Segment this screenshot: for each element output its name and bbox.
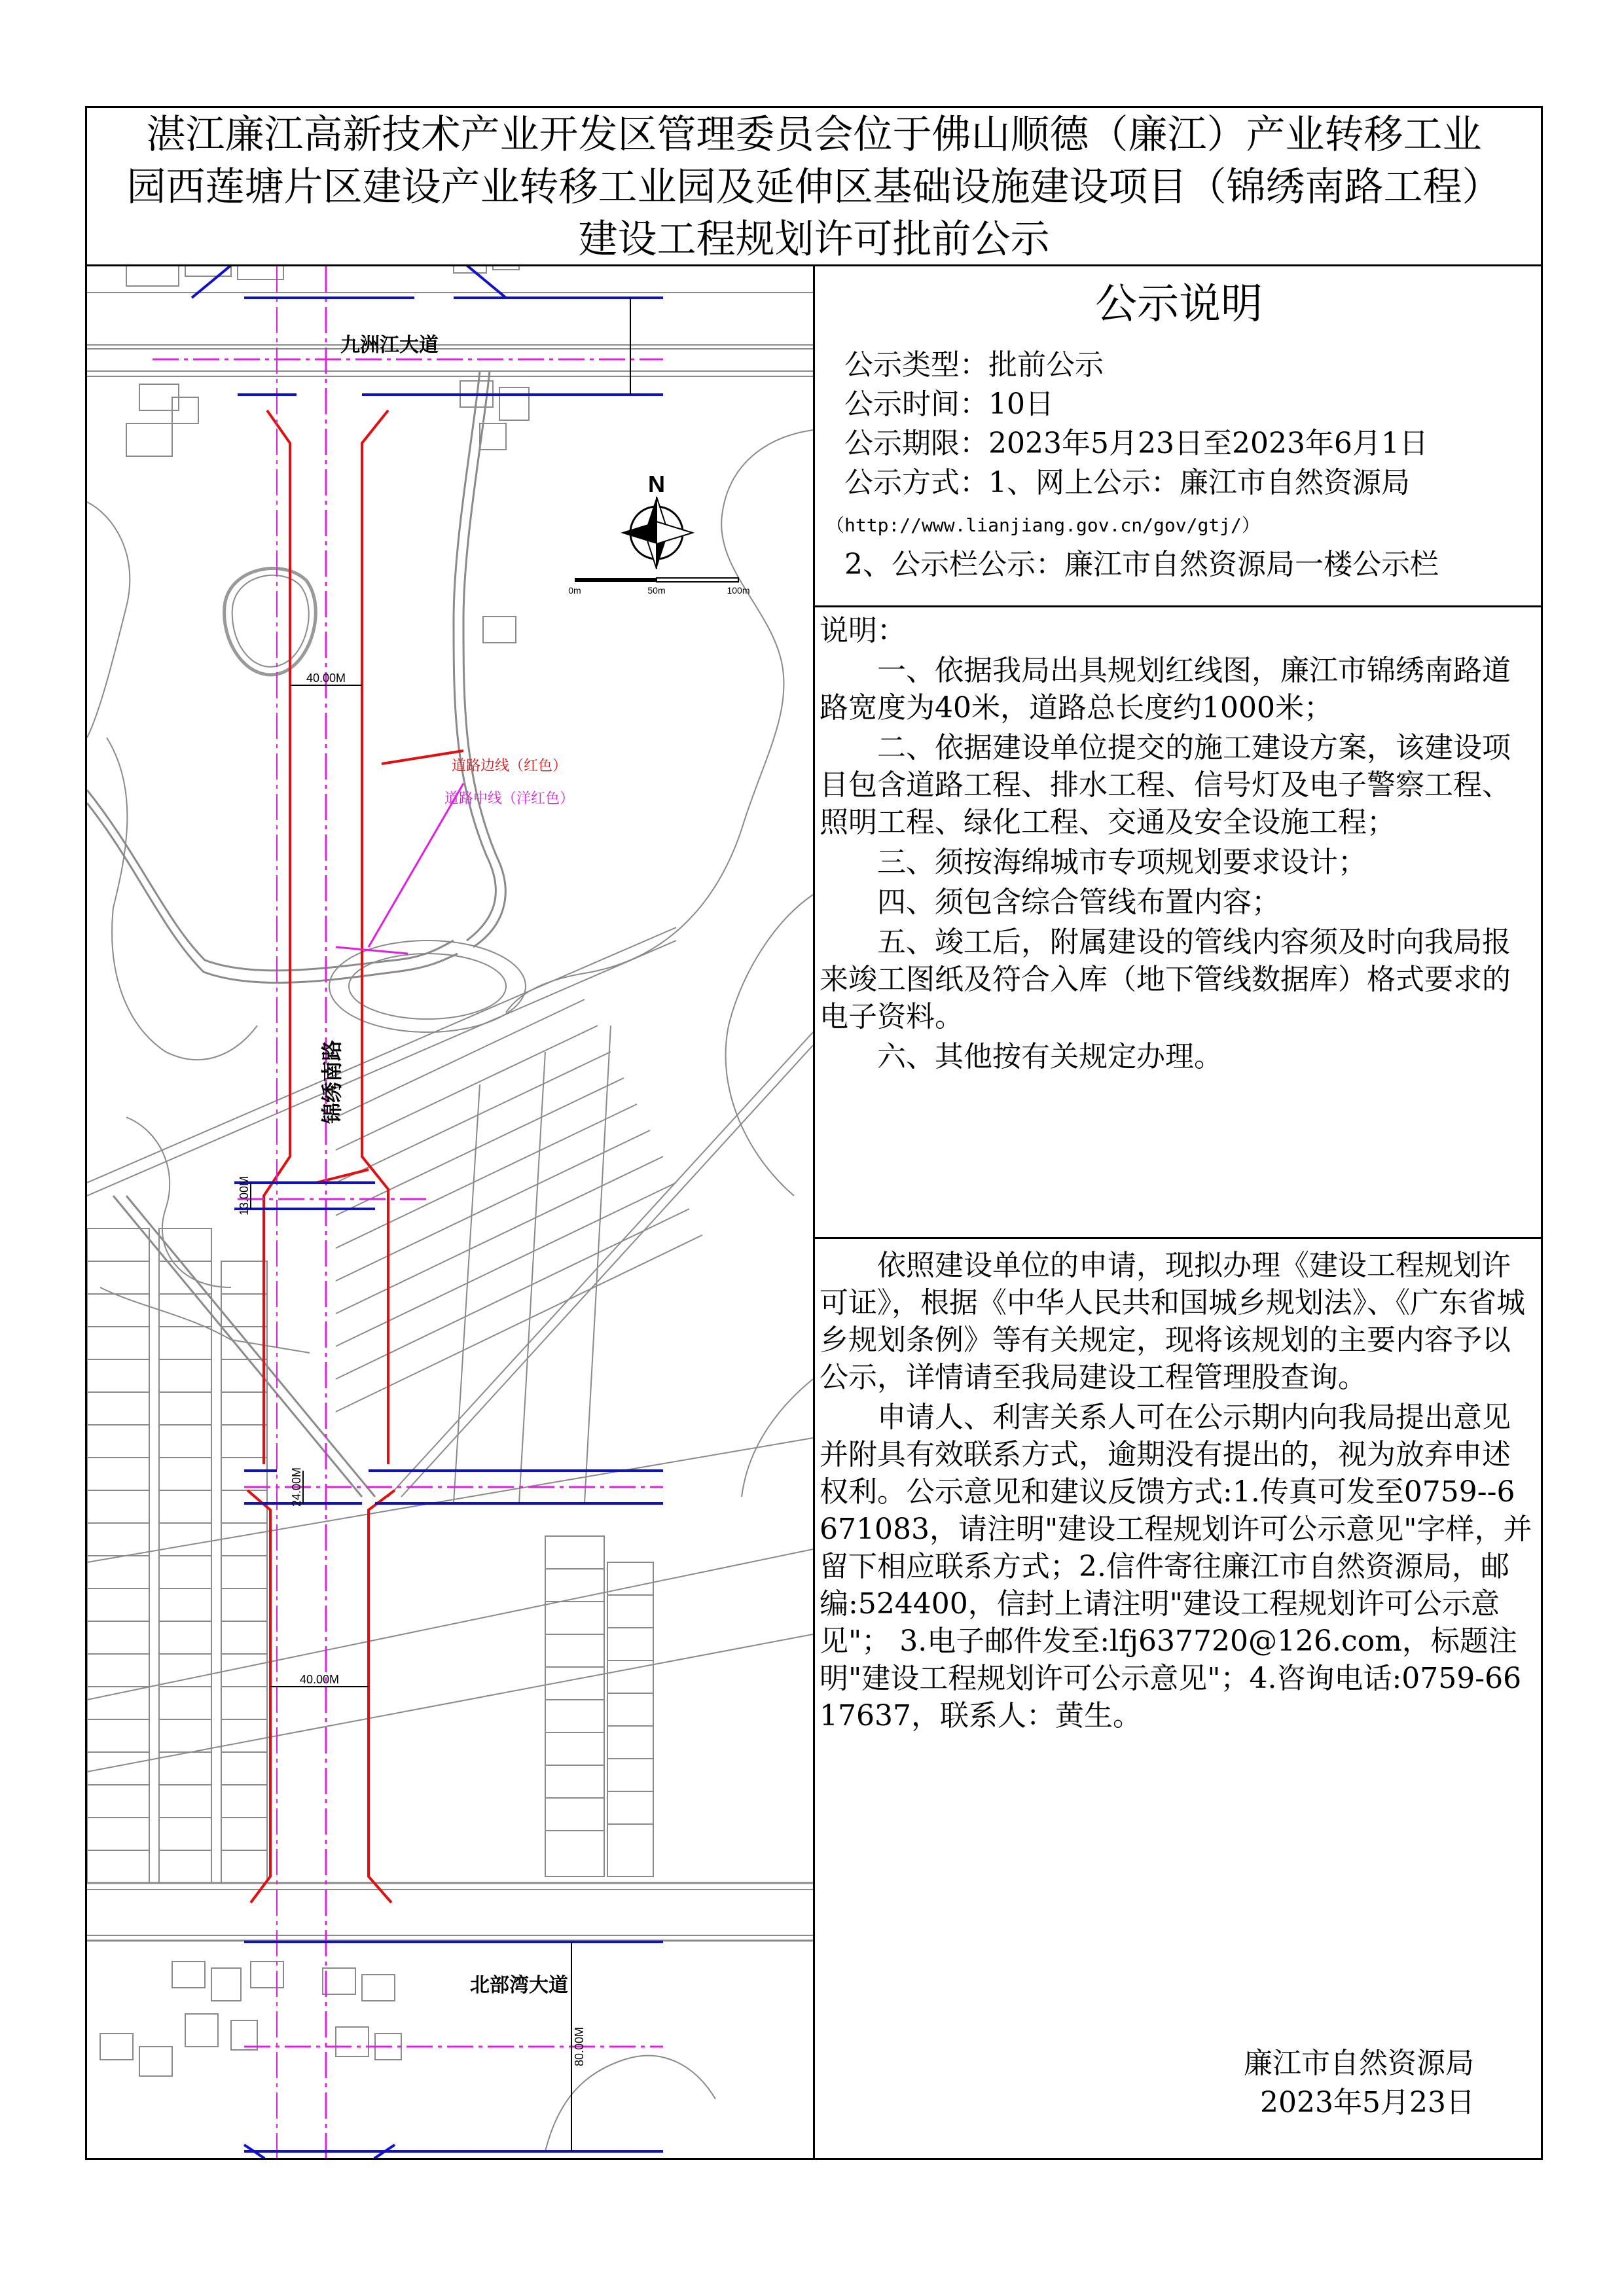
- dimension-ticks: [251, 298, 630, 2151]
- planning-map: [87, 266, 813, 2158]
- dim-label-80: 80.00M: [573, 2026, 586, 2067]
- building: [211, 1968, 241, 2001]
- notice-type: 公示类型：批前公示: [844, 348, 1104, 382]
- curved-road: [454, 371, 496, 941]
- north-arrow: [621, 471, 693, 569]
- field-lines: [336, 999, 702, 1412]
- notice-period: 公示期限：2023年5月23日至2023年6月1日: [844, 427, 1428, 460]
- parcel-dividers: [221, 1294, 267, 1850]
- parcel-dividers: [159, 1261, 211, 1850]
- description-item-3: 三、须按海绵城市专项规划要求设计；: [877, 846, 1367, 879]
- column-divider: [813, 266, 815, 2160]
- building: [100, 2034, 133, 2060]
- notice-heading: 公示说明: [1095, 280, 1263, 329]
- title-line-3: 建设工程规划许可批前公示: [578, 217, 1050, 262]
- diagonal-road: [87, 1549, 813, 1700]
- signature-org: 廉江市自然资源局: [1244, 2047, 1474, 2080]
- signature-date: 2023年5月23日: [1260, 2086, 1475, 2119]
- road-edge-lines: [247, 410, 463, 1903]
- description-item-5: 五、竣工后，附属建设的管线内容须及时向我局报来竣工图纸及符合入库（地下管线数据库）格式要求的电子资料。: [820, 925, 1511, 1033]
- parcel-dividers: [545, 1569, 604, 1831]
- building: [139, 2047, 172, 2076]
- road-edge-tick: [316, 1170, 369, 1183]
- feedback-paragraph-2: 申请人、利害关系人可在公示期内向我局提出意见并附具有效联系方式，逾期没有提出的，视为放弃申述权利。公示意见和建议反馈方式:1.传真可发至0759--6671083，请注明"建设工程规划许可公示意见"字样，并留下相应联系方式；2.信件寄往廉江市自然资源局，邮编:524400，信封上请注明"建设工程规划许可公示意见"； 3.电子邮件发至:lfj637720@126.com，标题注明"建设工程规划许可公示意见"；4.咨询电话:0759-6617637，联系人：黄生。: [820, 1401, 1532, 1732]
- pond-inner: [232, 575, 309, 667]
- north-arrow-east: [657, 522, 693, 544]
- section-divider-2: [813, 1237, 1543, 1239]
- building: [172, 1962, 205, 1988]
- notice-duration: 公示时间：10日: [844, 387, 1054, 421]
- building: [251, 1962, 283, 1988]
- building: [323, 1968, 355, 1994]
- pond-outline: [225, 568, 316, 675]
- diagonal-road: [87, 941, 676, 1196]
- diagonal-road: [87, 927, 676, 1183]
- building: [126, 423, 172, 456]
- scale-bar-white: [657, 578, 738, 582]
- diagonal-road: [113, 1196, 362, 1497]
- legend-leader-center: [369, 783, 463, 947]
- scale-label-0: 0m: [568, 585, 581, 596]
- section-divider-1: [813, 605, 1543, 607]
- parcel-column: [607, 1562, 653, 1876]
- legend-center-label: 道路中线（洋红色）: [444, 791, 575, 807]
- building: [362, 1975, 395, 2001]
- terrain-contour: [726, 895, 813, 1196]
- description-section: [820, 612, 1533, 1078]
- diagonal-road: [87, 1634, 813, 1772]
- legend-edge-label: 道路边线（红色）: [451, 758, 568, 774]
- notice-board: 2、公示栏公示：廉江市自然资源局一楼公示栏: [844, 548, 1439, 581]
- road-label-main: 锦绣南路: [319, 1039, 344, 1124]
- terrain-contour: [100, 1287, 310, 1353]
- notice-url: （http://www.lianjiang.gov.cn/gov/gtj/）: [826, 514, 1260, 536]
- scale-bar: [568, 578, 749, 596]
- roundabout-ring: [349, 954, 506, 1019]
- terrain-contour: [742, 1379, 813, 1497]
- road-center-lines: [153, 266, 666, 2158]
- feedback-section: [820, 1247, 1533, 1737]
- parcel-column: [545, 1536, 604, 1876]
- building: [483, 617, 516, 643]
- building: [126, 266, 179, 286]
- field-lines: [454, 1026, 611, 1503]
- building: [499, 387, 529, 420]
- north-arrow-west: [621, 522, 657, 544]
- building: [493, 266, 519, 270]
- notice-title-block: [85, 106, 1543, 266]
- description-item-1: 一、依据我局出具规划红线图，廉江市锦绣南路道路宽度为40米，道路总长度约1000米；: [820, 654, 1511, 725]
- north-label: N: [648, 471, 665, 497]
- scale-label-100: 100m: [727, 585, 750, 596]
- road-label-south: 北部湾大道: [470, 1974, 568, 1997]
- feedback-paragraph-1: 依照建设单位的申请，现拟办理《建设工程规划许可证》，根据《中华人民共和国城乡规划法》、《广东省城乡规划条例》等有关规定，现将该规划的主要内容予以公示，详情请至我局建设工程管理股查询。: [820, 1249, 1525, 1394]
- dim-label-13: 13.00M: [238, 1175, 251, 1216]
- parcel-dividers: [607, 1595, 653, 1824]
- road-edge-right-south: [369, 1490, 395, 1903]
- description-item-4: 四、须包含综合管线布置内容；: [877, 886, 1280, 919]
- diagonal-road: [87, 1438, 813, 1562]
- description-label: 说明：: [820, 614, 906, 647]
- building: [231, 2020, 257, 2050]
- title-line-1: 湛江廉江高新技术产业开发区管理委员会位于佛山顺德（廉江）产业转移工业: [146, 112, 1482, 158]
- curved-road: [463, 371, 505, 947]
- scale-label-50: 50m: [647, 585, 666, 596]
- description-item-2: 二、依据建设单位提交的施工建设方案，该建设项目包含道路工程、排水工程、信号灯及电子警察工程、照明工程、绿化工程、交通及安全设施工程；: [820, 731, 1511, 839]
- dim-label-40-mid: 40.00M: [299, 1673, 340, 1686]
- description-item-6: 六、其他按有关规定办理。: [877, 1040, 1223, 1073]
- building: [480, 423, 506, 450]
- dim-label-24: 24.00M: [290, 1467, 303, 1507]
- diagonal-road: [388, 1032, 813, 1497]
- road-label-north: 九洲江大道: [340, 334, 439, 357]
- diagonal-road: [126, 1196, 375, 1497]
- building: [336, 2027, 369, 2056]
- terrain-contour: [107, 738, 257, 1060]
- scale-bar-black: [575, 578, 657, 582]
- building: [185, 2014, 218, 2047]
- west-curved-road: [87, 790, 454, 971]
- diagonal-road: [401, 1045, 813, 1497]
- terrain-contour: [87, 502, 130, 738]
- notice-method: 公示方式：1、网上公示：廉江市自然资源局: [844, 466, 1410, 499]
- title-line-2: 园西莲塘片区建设产业转移工业园及延伸区基础设施建设项目（锦绣南路工程）: [126, 164, 1502, 210]
- dim-label-40-top: 40.00M: [306, 672, 346, 685]
